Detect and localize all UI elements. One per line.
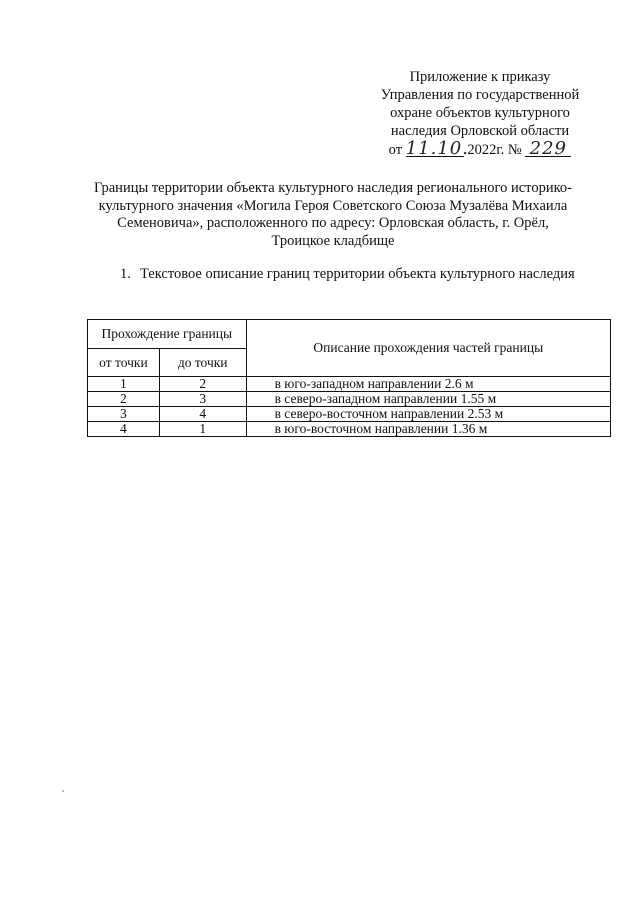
cell-description: в юго-западном направлении 2.6 м — [246, 377, 610, 392]
order-header — [360, 68, 600, 159]
section-text: Текстовое описание границ территории объекта культурного наследия — [140, 266, 575, 282]
cell-to: 2 — [159, 377, 246, 392]
section-heading — [120, 266, 604, 283]
table-row — [88, 407, 611, 422]
cell-description: в северо-восточном направлении 2.53 м — [246, 407, 610, 422]
header-line: охране объектов культурного — [390, 105, 570, 121]
date-year: 2022г. № — [467, 142, 522, 158]
cell-from: 3 — [88, 407, 160, 422]
cell-to: 4 — [159, 407, 246, 422]
title-line: Границы территории объекта культурного наследия регионального историко- — [94, 180, 572, 196]
cell-from: 4 — [88, 422, 160, 437]
cell-description: в северо-западном направлении 1.55 м — [246, 392, 610, 407]
cell-from: 1 — [88, 377, 160, 392]
date-prefix: от — [388, 142, 403, 158]
cell-from: 2 — [88, 392, 160, 407]
title-line: культурного значения «Могила Героя Советского Союза Музалёва Михаила — [98, 197, 568, 214]
handwritten-date: 11.10. — [405, 138, 469, 159]
header-line: Приложение к приказу — [409, 69, 551, 85]
cell-to: 1 — [159, 422, 246, 437]
header-boundary-passage: Прохождение границы — [88, 320, 247, 349]
table-row — [88, 422, 611, 437]
header-line: Управления по государственной — [380, 87, 580, 103]
section-number: 1. — [120, 266, 131, 282]
handwritten-order-number: 229 — [525, 142, 571, 157]
cell-description: в юго-восточном направлении 1.36 м — [246, 422, 610, 437]
document-title — [80, 180, 586, 250]
table-row — [88, 377, 611, 392]
table-row — [88, 392, 611, 407]
scan-speck — [62, 790, 64, 792]
header-to-point: до точки — [159, 349, 246, 377]
title-line: Троицкое кладбище — [271, 232, 395, 249]
header-line: наследия Орловской области — [390, 123, 570, 139]
boundary-table — [87, 319, 611, 437]
header-description: Описание прохождения частей границы — [246, 320, 610, 377]
title-line: Семеновича», расположенного по адресу: Орловская область, г. Орёл, — [117, 215, 549, 231]
cell-to: 3 — [159, 392, 246, 407]
header-from-point: от точки — [88, 349, 160, 377]
order-date-line — [360, 138, 600, 159]
